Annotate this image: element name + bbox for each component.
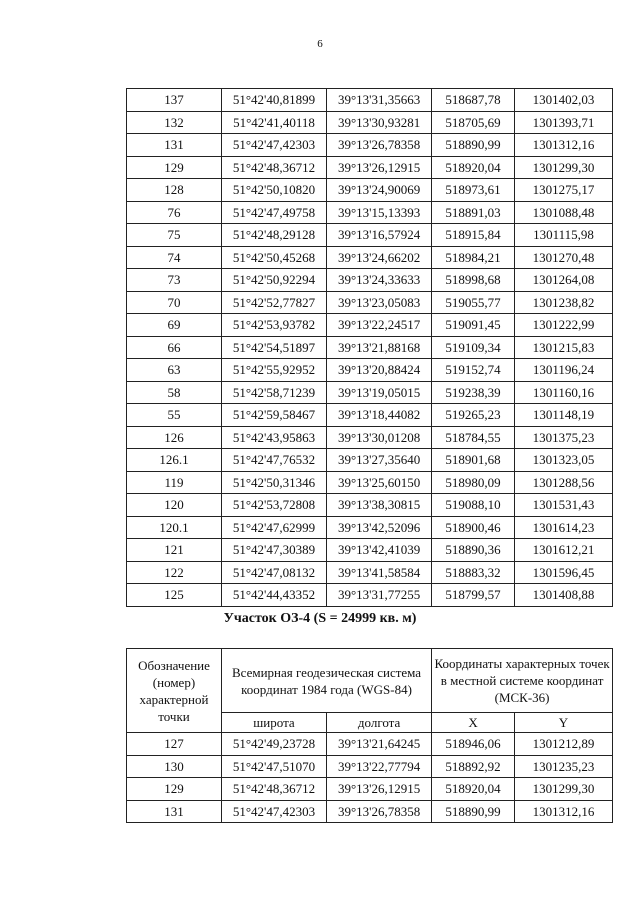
cell-y: 1301148,19 — [514, 404, 612, 427]
cell-y: 1301612,21 — [514, 539, 612, 562]
table-row — [127, 381, 613, 404]
cell-point: 119 — [127, 471, 222, 494]
cell-longitude: 39°13'42,41039 — [327, 539, 432, 562]
table-row — [127, 755, 613, 778]
cell-x: 518890,36 — [432, 539, 515, 562]
cell-point: 74 — [127, 246, 222, 269]
cell-latitude: 51°42'48,29128 — [221, 224, 326, 247]
cell-x: 519091,45 — [432, 314, 515, 337]
cell-latitude: 51°42'55,92952 — [221, 359, 326, 382]
cell-x: 518687,78 — [432, 89, 515, 112]
cell-y: 1301375,23 — [514, 426, 612, 449]
cell-x: 519088,10 — [432, 494, 515, 517]
cell-latitude: 51°42'53,93782 — [221, 314, 326, 337]
cell-longitude: 39°13'22,24517 — [327, 314, 432, 337]
table-row — [127, 336, 613, 359]
table-row — [127, 404, 613, 427]
cell-point: 75 — [127, 224, 222, 247]
cell-latitude: 51°42'47,08132 — [221, 561, 326, 584]
table-row — [127, 449, 613, 472]
cell-x: 518998,68 — [432, 269, 515, 292]
cell-latitude: 51°42'47,76532 — [221, 449, 326, 472]
cell-point: 125 — [127, 584, 222, 607]
cell-point: 120.1 — [127, 516, 222, 539]
cell-longitude: 39°13'26,12915 — [327, 778, 432, 801]
cell-latitude: 51°42'49,23728 — [221, 733, 326, 756]
cell-longitude: 39°13'21,88168 — [327, 336, 432, 359]
table-row — [127, 800, 613, 823]
cell-point: 55 — [127, 404, 222, 427]
cell-x: 518900,46 — [432, 516, 515, 539]
cell-latitude: 51°42'50,45268 — [221, 246, 326, 269]
cell-latitude: 51°42'44,43352 — [221, 584, 326, 607]
cell-latitude: 51°42'52,77827 — [221, 291, 326, 314]
header-wgs: Всемирная геодезическая система координат 1984 года (WGS-84) — [221, 649, 431, 713]
table-row — [127, 539, 613, 562]
table-row — [127, 291, 613, 314]
cell-longitude: 39°13'15,13393 — [327, 201, 432, 224]
cell-point: 127 — [127, 733, 222, 756]
cell-point: 126.1 — [127, 449, 222, 472]
cell-x: 518892,92 — [432, 755, 515, 778]
table-row — [127, 733, 613, 756]
cell-point: 131 — [127, 134, 222, 157]
cell-latitude: 51°42'40,81899 — [221, 89, 326, 112]
table-row — [127, 201, 613, 224]
cell-y: 1301222,99 — [514, 314, 612, 337]
cell-x: 518973,61 — [432, 179, 515, 202]
cell-x: 518920,04 — [432, 778, 515, 801]
table-row — [127, 246, 613, 269]
cell-longitude: 39°13'38,30815 — [327, 494, 432, 517]
cell-point: 122 — [127, 561, 222, 584]
cell-point: 70 — [127, 291, 222, 314]
cell-longitude: 39°13'42,52096 — [327, 516, 432, 539]
cell-latitude: 51°42'47,51070 — [221, 755, 326, 778]
cell-y: 1301312,16 — [514, 134, 612, 157]
cell-y: 1301299,30 — [514, 778, 612, 801]
cell-x: 519265,23 — [432, 404, 515, 427]
cell-x: 518915,84 — [432, 224, 515, 247]
cell-x: 518883,32 — [432, 561, 515, 584]
cell-x: 518946,06 — [432, 733, 515, 756]
cell-longitude: 39°13'41,58584 — [327, 561, 432, 584]
header-y: Y — [514, 713, 612, 733]
cell-point: 58 — [127, 381, 222, 404]
cell-longitude: 39°13'20,88424 — [327, 359, 432, 382]
cell-latitude: 51°42'47,49758 — [221, 201, 326, 224]
cell-point: 130 — [127, 755, 222, 778]
cell-x: 518901,68 — [432, 449, 515, 472]
cell-latitude: 51°42'53,72808 — [221, 494, 326, 517]
cell-longitude: 39°13'16,57924 — [327, 224, 432, 247]
cell-point: 69 — [127, 314, 222, 337]
cell-latitude: 51°42'50,31346 — [221, 471, 326, 494]
cell-y: 1301238,82 — [514, 291, 612, 314]
cell-point: 132 — [127, 111, 222, 134]
table-row — [127, 89, 613, 112]
cell-longitude: 39°13'26,12915 — [327, 156, 432, 179]
coordinates-table-oz4 — [126, 648, 613, 823]
cell-x: 518890,99 — [432, 134, 515, 157]
cell-longitude: 39°13'31,77255 — [327, 584, 432, 607]
cell-y: 1301235,23 — [514, 755, 612, 778]
table-row — [127, 314, 613, 337]
cell-longitude: 39°13'26,78358 — [327, 800, 432, 823]
header-x: X — [432, 713, 515, 733]
table-row — [127, 778, 613, 801]
cell-longitude: 39°13'30,01208 — [327, 426, 432, 449]
table-row — [127, 471, 613, 494]
cell-y: 1301614,23 — [514, 516, 612, 539]
cell-longitude: 39°13'23,05083 — [327, 291, 432, 314]
cell-y: 1301531,43 — [514, 494, 612, 517]
cell-y: 1301115,98 — [514, 224, 612, 247]
cell-point: 129 — [127, 156, 222, 179]
header-msk: Координаты характерных точек в местной системе координат (МСК-36) — [432, 649, 613, 713]
cell-x: 518890,99 — [432, 800, 515, 823]
cell-point: 131 — [127, 800, 222, 823]
cell-latitude: 51°42'59,58467 — [221, 404, 326, 427]
table-row — [127, 179, 613, 202]
cell-x: 518799,57 — [432, 584, 515, 607]
table-row — [127, 224, 613, 247]
cell-x: 518891,03 — [432, 201, 515, 224]
table-row — [127, 516, 613, 539]
table-row — [127, 426, 613, 449]
cell-latitude: 51°42'58,71239 — [221, 381, 326, 404]
cell-x: 519238,39 — [432, 381, 515, 404]
cell-latitude: 51°42'50,92294 — [221, 269, 326, 292]
cell-point: 126 — [127, 426, 222, 449]
table-row — [127, 269, 613, 292]
cell-latitude: 51°42'41,40118 — [221, 111, 326, 134]
header-point: Обозначение (номер) характерной точки — [127, 649, 222, 733]
table-row — [127, 156, 613, 179]
cell-y: 1301275,17 — [514, 179, 612, 202]
cell-latitude: 51°42'47,42303 — [221, 800, 326, 823]
table-row — [127, 134, 613, 157]
table-row — [127, 561, 613, 584]
table-row — [127, 111, 613, 134]
cell-longitude: 39°13'19,05015 — [327, 381, 432, 404]
cell-point: 66 — [127, 336, 222, 359]
section-title: Участок ОЗ-4 (S = 24999 кв. м) — [223, 611, 417, 626]
cell-latitude: 51°42'54,51897 — [221, 336, 326, 359]
cell-point: 120 — [127, 494, 222, 517]
cell-point: 137 — [127, 89, 222, 112]
cell-x: 518980,09 — [432, 471, 515, 494]
table-row — [127, 584, 613, 607]
cell-x: 519055,77 — [432, 291, 515, 314]
cell-longitude: 39°13'25,60150 — [327, 471, 432, 494]
cell-longitude: 39°13'21,64245 — [327, 733, 432, 756]
header-longitude: долгота — [327, 713, 432, 733]
cell-x: 518920,04 — [432, 156, 515, 179]
cell-point: 63 — [127, 359, 222, 382]
cell-y: 1301196,24 — [514, 359, 612, 382]
cell-longitude: 39°13'22,77794 — [327, 755, 432, 778]
cell-x: 519152,74 — [432, 359, 515, 382]
coordinates-table-continued — [126, 88, 613, 607]
cell-y: 1301323,05 — [514, 449, 612, 472]
cell-y: 1301288,56 — [514, 471, 612, 494]
cell-latitude: 51°42'48,36712 — [221, 778, 326, 801]
cell-longitude: 39°13'24,33633 — [327, 269, 432, 292]
cell-latitude: 51°42'48,36712 — [221, 156, 326, 179]
cell-latitude: 51°42'47,42303 — [221, 134, 326, 157]
cell-longitude: 39°13'24,90069 — [327, 179, 432, 202]
cell-y: 1301264,08 — [514, 269, 612, 292]
cell-y: 1301270,48 — [514, 246, 612, 269]
cell-longitude: 39°13'30,93281 — [327, 111, 432, 134]
cell-longitude: 39°13'18,44082 — [327, 404, 432, 427]
cell-y: 1301299,30 — [514, 156, 612, 179]
cell-y: 1301160,16 — [514, 381, 612, 404]
cell-y: 1301088,48 — [514, 201, 612, 224]
table-row — [127, 359, 613, 382]
cell-longitude: 39°13'27,35640 — [327, 449, 432, 472]
page-number: 6 — [317, 38, 323, 50]
cell-point: 129 — [127, 778, 222, 801]
cell-latitude: 51°42'50,10820 — [221, 179, 326, 202]
cell-y: 1301312,16 — [514, 800, 612, 823]
cell-y: 1301408,88 — [514, 584, 612, 607]
cell-latitude: 51°42'43,95863 — [221, 426, 326, 449]
cell-latitude: 51°42'47,30389 — [221, 539, 326, 562]
cell-x: 518705,69 — [432, 111, 515, 134]
table-row — [127, 494, 613, 517]
cell-point: 73 — [127, 269, 222, 292]
cell-y: 1301215,83 — [514, 336, 612, 359]
cell-longitude: 39°13'31,35663 — [327, 89, 432, 112]
cell-latitude: 51°42'47,62999 — [221, 516, 326, 539]
cell-point: 121 — [127, 539, 222, 562]
cell-x: 518784,55 — [432, 426, 515, 449]
header-latitude: широта — [221, 713, 326, 733]
cell-longitude: 39°13'26,78358 — [327, 134, 432, 157]
cell-y: 1301393,71 — [514, 111, 612, 134]
cell-y: 1301212,89 — [514, 733, 612, 756]
cell-longitude: 39°13'24,66202 — [327, 246, 432, 269]
cell-point: 76 — [127, 201, 222, 224]
cell-x: 519109,34 — [432, 336, 515, 359]
cell-y: 1301596,45 — [514, 561, 612, 584]
cell-x: 518984,21 — [432, 246, 515, 269]
cell-point: 128 — [127, 179, 222, 202]
cell-y: 1301402,03 — [514, 89, 612, 112]
